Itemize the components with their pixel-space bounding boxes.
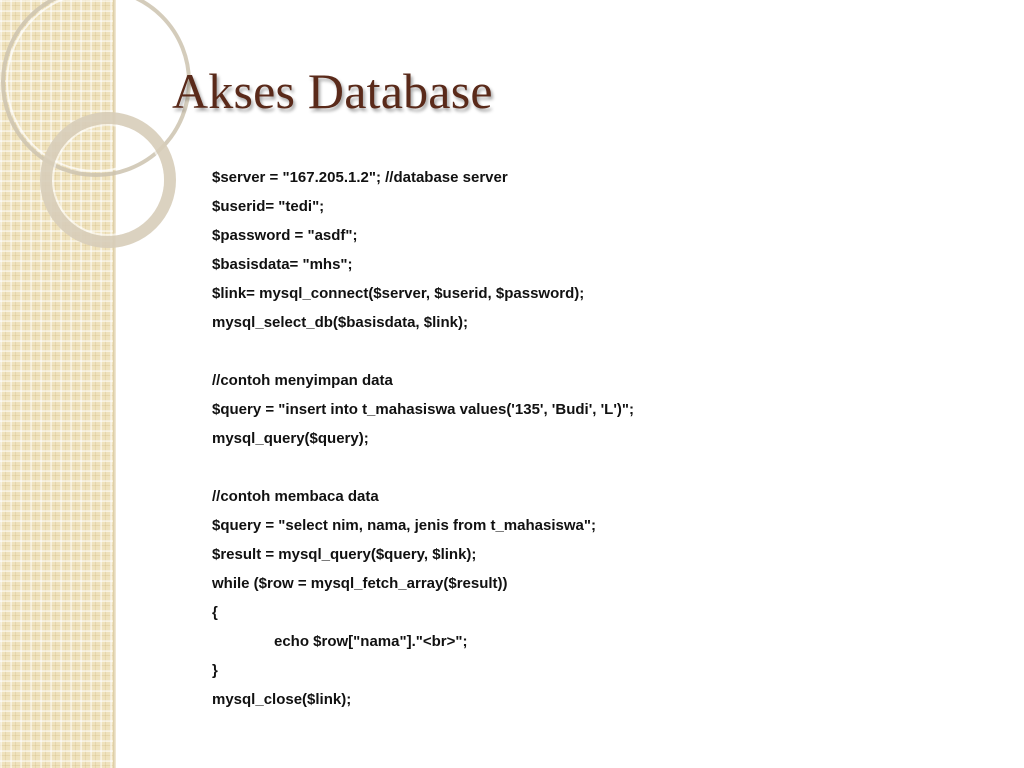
code-line: $basisdata= "mhs"; xyxy=(212,256,353,273)
code-line xyxy=(212,457,972,486)
code-line xyxy=(212,341,972,370)
slide-title: Akses Database xyxy=(172,63,493,119)
code-line: $userid= "tedi"; xyxy=(212,198,325,215)
code-line: mysql_query($query); xyxy=(212,430,369,447)
code-line: echo $row["nama"]."<br>"; xyxy=(274,633,468,650)
code-line: mysql_select_db($basisdata, $link); xyxy=(212,314,468,331)
code-line: //contoh membaca data xyxy=(212,488,379,505)
code-line: $server = "167.205.1.2"; //database server xyxy=(212,169,508,186)
code-line: $query = "insert into t_mahasiswa values('135', 'Budi', 'L')"; xyxy=(212,401,634,418)
code-line: $link= mysql_connect($server, $userid, $password); xyxy=(212,285,585,302)
code-block xyxy=(212,167,972,718)
code-line: mysql_close($link); xyxy=(212,691,352,708)
code-line: while ($row = mysql_fetch_array($result)) xyxy=(212,575,508,592)
code-line: $query = "select nim, nama, jenis from t_mahasiswa"; xyxy=(212,517,596,534)
code-line: $result = mysql_query($query, $link); xyxy=(212,546,477,563)
code-line: $password = "asdf"; xyxy=(212,227,358,244)
code-line: } xyxy=(212,662,218,679)
code-line: //contoh menyimpan data xyxy=(212,372,393,389)
code-line: { xyxy=(212,604,218,621)
